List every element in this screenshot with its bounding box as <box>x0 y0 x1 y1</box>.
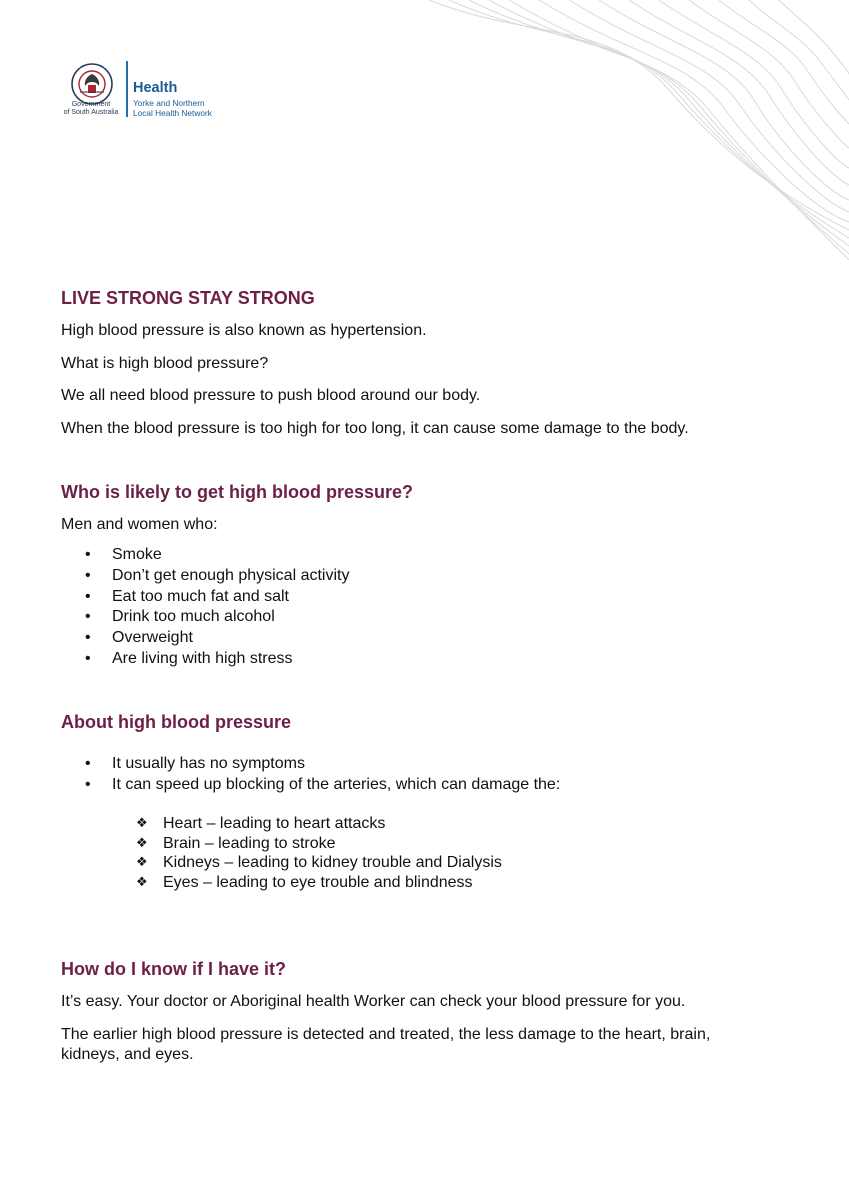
list-item: • Drink too much alcohol <box>61 607 349 628</box>
paragraph: The earlier high blood pressure is detected and treated, the less damage to the heart, brain, kidneys, and eyes. <box>61 1026 711 1063</box>
gov-line-2: of South Australia <box>63 109 119 116</box>
paragraph: It’s easy. Your doctor or Aboriginal health Worker can check your blood pressure for you. <box>61 993 686 1010</box>
list-item: • It usually has no symptoms <box>61 754 560 775</box>
section-title-who: Who is likely to get high blood pressure? <box>61 482 414 502</box>
government-text <box>60 101 122 117</box>
network-name <box>133 98 212 118</box>
risk-list <box>61 545 349 670</box>
list-item: • Overweight <box>61 628 349 649</box>
section-title-live-strong: LIVE STRONG STAY STRONG <box>61 288 315 308</box>
damage-list <box>61 814 502 893</box>
paragraph: What is high blood pressure? <box>61 355 269 372</box>
sub-list-item: ❖ Kidneys – leading to kidney trouble and Dialysis <box>61 853 502 873</box>
list-item: • Smoke <box>61 545 349 566</box>
network-line-2: Local Health Network <box>133 108 212 118</box>
brand-name: Health <box>133 80 178 96</box>
network-line-1: Yorke and Northern <box>133 98 205 108</box>
about-list <box>61 754 560 796</box>
section-title-how: How do I know if I have it? <box>61 959 287 979</box>
paragraph: High blood pressure is also known as hypertension. <box>61 322 427 339</box>
paragraph: When the blood pressure is too high for too long, it can cause some damage to the body. <box>61 420 689 437</box>
paragraph: We all need blood pressure to push blood around our body. <box>61 387 481 404</box>
gov-line-1: Government <box>71 101 111 108</box>
sa-health-logo <box>60 60 235 122</box>
list-item: • Eat too much fat and salt <box>61 587 349 608</box>
sub-list-item: ❖ Heart – leading to heart attacks <box>61 814 502 834</box>
paragraph-intro: Men and women who: <box>61 516 218 533</box>
list-item: • Don’t get enough physical activity <box>61 566 349 587</box>
decorative-wave-lines <box>409 0 849 260</box>
crest-icon <box>70 62 114 106</box>
logo-divider <box>126 61 128 117</box>
section-title-about: About high blood pressure <box>61 712 291 732</box>
sub-list-item: ❖ Eyes – leading to eye trouble and blindness <box>61 873 502 893</box>
sub-list-item: ❖ Brain – leading to stroke <box>61 834 502 854</box>
list-item: • It can speed up blocking of the arteries, which can damage the: <box>61 775 560 796</box>
list-item: • Are living with high stress <box>61 649 349 670</box>
